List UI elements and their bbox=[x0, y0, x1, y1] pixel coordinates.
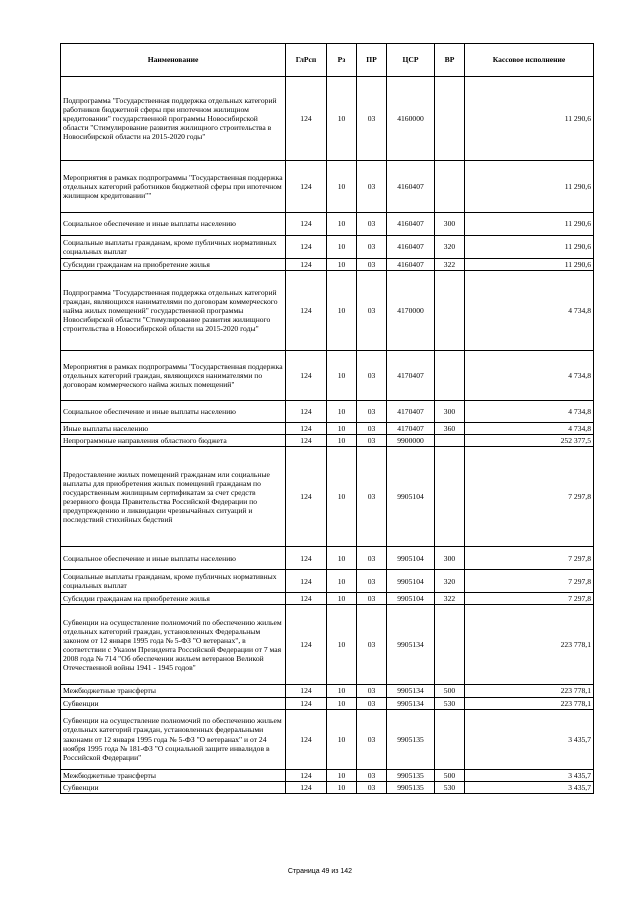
cell-rz: 10 bbox=[327, 685, 357, 697]
cell-amount: 223 778,1 bbox=[465, 605, 594, 685]
cell-csr: 9905134 bbox=[387, 697, 435, 709]
cell-name: Субсидии гражданам на приобретение жилья bbox=[61, 593, 286, 605]
cell-csr: 4160407 bbox=[387, 213, 435, 236]
cell-name: Социальные выплаты гражданам, кроме публичных нормативных социальных выплат bbox=[61, 236, 286, 259]
cell-rz: 10 bbox=[327, 593, 357, 605]
cell-amount: 3 435,7 bbox=[465, 769, 594, 781]
cell-pr: 03 bbox=[357, 781, 387, 793]
cell-csr: 4160407 bbox=[387, 259, 435, 271]
cell-rz: 10 bbox=[327, 77, 357, 161]
cell-amount: 223 778,1 bbox=[465, 697, 594, 709]
header-name: Наименование bbox=[61, 44, 286, 77]
cell-csr: 4170407 bbox=[387, 423, 435, 435]
cell-pr: 03 bbox=[357, 423, 387, 435]
cell-csr: 9905135 bbox=[387, 709, 435, 769]
cell-vr: 322 bbox=[435, 259, 465, 271]
cell-amount: 11 290,6 bbox=[465, 259, 594, 271]
cell-pr: 03 bbox=[357, 709, 387, 769]
cell-glrsp: 124 bbox=[286, 447, 327, 547]
cell-vr: 500 bbox=[435, 769, 465, 781]
cell-name: Социальные выплаты гражданам, кроме публичных нормативных социальных выплат bbox=[61, 570, 286, 593]
cell-pr: 03 bbox=[357, 685, 387, 697]
cell-rz: 10 bbox=[327, 161, 357, 213]
cell-amount: 7 297,8 bbox=[465, 593, 594, 605]
cell-glrsp: 124 bbox=[286, 77, 327, 161]
cell-vr: 360 bbox=[435, 423, 465, 435]
table-row bbox=[61, 435, 594, 447]
cell-vr: 322 bbox=[435, 593, 465, 605]
budget-table bbox=[60, 43, 594, 794]
cell-csr: 9905134 bbox=[387, 685, 435, 697]
cell-amount: 3 435,7 bbox=[465, 709, 594, 769]
cell-pr: 03 bbox=[357, 77, 387, 161]
cell-vr: 300 bbox=[435, 547, 465, 570]
cell-amount: 11 290,6 bbox=[465, 213, 594, 236]
table-row bbox=[61, 447, 594, 547]
cell-glrsp: 124 bbox=[286, 593, 327, 605]
table-row bbox=[61, 401, 594, 423]
table-header-row bbox=[61, 44, 594, 77]
header-glrsp: ГлРсп bbox=[286, 44, 327, 77]
cell-name: Субвенции bbox=[61, 697, 286, 709]
cell-pr: 03 bbox=[357, 259, 387, 271]
cell-glrsp: 124 bbox=[286, 423, 327, 435]
cell-glrsp: 124 bbox=[286, 401, 327, 423]
cell-csr: 9905135 bbox=[387, 769, 435, 781]
cell-pr: 03 bbox=[357, 213, 387, 236]
cell-name: Мероприятия в рамках подпрограммы "Государственная поддержка отдельных категорий работников бюджетной сферы при ипотечном жилищном кредитовании"" bbox=[61, 161, 286, 213]
cell-vr bbox=[435, 77, 465, 161]
cell-vr bbox=[435, 435, 465, 447]
cell-rz: 10 bbox=[327, 271, 357, 351]
cell-vr: 300 bbox=[435, 401, 465, 423]
cell-vr: 530 bbox=[435, 781, 465, 793]
cell-vr bbox=[435, 351, 465, 401]
cell-csr: 9900000 bbox=[387, 435, 435, 447]
table-row bbox=[61, 685, 594, 697]
cell-name: Межбюджетные трансферты bbox=[61, 769, 286, 781]
cell-pr: 03 bbox=[357, 401, 387, 423]
cell-vr: 300 bbox=[435, 213, 465, 236]
cell-pr: 03 bbox=[357, 236, 387, 259]
cell-amount: 7 297,8 bbox=[465, 447, 594, 547]
cell-rz: 10 bbox=[327, 259, 357, 271]
cell-pr: 03 bbox=[357, 593, 387, 605]
table-row bbox=[61, 769, 594, 781]
cell-csr: 4170407 bbox=[387, 401, 435, 423]
cell-rz: 10 bbox=[327, 435, 357, 447]
cell-glrsp: 124 bbox=[286, 605, 327, 685]
cell-vr bbox=[435, 161, 465, 213]
table-row bbox=[61, 570, 594, 593]
cell-amount: 11 290,6 bbox=[465, 161, 594, 213]
cell-name: Иные выплаты населению bbox=[61, 423, 286, 435]
cell-amount: 4 734,8 bbox=[465, 271, 594, 351]
cell-name: Социальное обеспечение и иные выплаты населению bbox=[61, 401, 286, 423]
cell-pr: 03 bbox=[357, 351, 387, 401]
cell-amount: 11 290,6 bbox=[465, 236, 594, 259]
cell-glrsp: 124 bbox=[286, 769, 327, 781]
table-row bbox=[61, 161, 594, 213]
cell-rz: 10 bbox=[327, 447, 357, 547]
header-pr: ПР bbox=[357, 44, 387, 77]
cell-amount: 4 734,8 bbox=[465, 401, 594, 423]
cell-vr bbox=[435, 605, 465, 685]
table-row bbox=[61, 77, 594, 161]
cell-pr: 03 bbox=[357, 697, 387, 709]
cell-name: Подпрограмма "Государственная поддержка отдельных категорий работников бюджетной сферы при ипотечном жилищном кредитовании" государственной программы Новосибирской области "Стимулирование развития жилищного строительства в Новосибирской области на 2015-2020 годы" bbox=[61, 77, 286, 161]
cell-csr: 4170000 bbox=[387, 271, 435, 351]
cell-name: Субвенции bbox=[61, 781, 286, 793]
cell-name: Подпрограмма "Государственная поддержка отдельных категорий граждан, являющихся нанимателями по договорам коммерческого найма жилых помещений" государственной программы Новосибирской области "Стимулирование развития жилищного строительства в Новосибирской области на 2015-2020 годы" bbox=[61, 271, 286, 351]
cell-csr: 9905104 bbox=[387, 570, 435, 593]
cell-glrsp: 124 bbox=[286, 781, 327, 793]
table-body bbox=[61, 77, 594, 794]
cell-pr: 03 bbox=[357, 161, 387, 213]
cell-amount: 3 435,7 bbox=[465, 781, 594, 793]
cell-vr: 500 bbox=[435, 685, 465, 697]
cell-pr: 03 bbox=[357, 769, 387, 781]
table-row bbox=[61, 351, 594, 401]
table-row bbox=[61, 259, 594, 271]
table-row bbox=[61, 593, 594, 605]
cell-glrsp: 124 bbox=[286, 435, 327, 447]
cell-csr: 4160407 bbox=[387, 161, 435, 213]
cell-glrsp: 124 bbox=[286, 259, 327, 271]
cell-name: Субсидии гражданам на приобретение жилья bbox=[61, 259, 286, 271]
cell-pr: 03 bbox=[357, 271, 387, 351]
cell-rz: 10 bbox=[327, 769, 357, 781]
cell-amount: 11 290,6 bbox=[465, 77, 594, 161]
cell-name: Мероприятия в рамках подпрограммы "Государственная поддержка отдельных категорий граждан, являющихся нанимателями по договорам коммерческого найма жилых помещений" bbox=[61, 351, 286, 401]
table-row bbox=[61, 697, 594, 709]
cell-csr: 4160000 bbox=[387, 77, 435, 161]
cell-glrsp: 124 bbox=[286, 213, 327, 236]
cell-pr: 03 bbox=[357, 570, 387, 593]
cell-amount: 4 734,8 bbox=[465, 423, 594, 435]
cell-vr bbox=[435, 447, 465, 547]
cell-rz: 10 bbox=[327, 570, 357, 593]
cell-csr: 9905135 bbox=[387, 781, 435, 793]
header-vr: ВР bbox=[435, 44, 465, 77]
cell-glrsp: 124 bbox=[286, 351, 327, 401]
cell-csr: 9905104 bbox=[387, 447, 435, 547]
cell-csr: 9905104 bbox=[387, 547, 435, 570]
table-row bbox=[61, 236, 594, 259]
cell-amount: 7 297,8 bbox=[465, 570, 594, 593]
cell-pr: 03 bbox=[357, 447, 387, 547]
cell-glrsp: 124 bbox=[286, 161, 327, 213]
cell-vr bbox=[435, 271, 465, 351]
cell-rz: 10 bbox=[327, 697, 357, 709]
header-csr: ЦСР bbox=[387, 44, 435, 77]
table-row bbox=[61, 271, 594, 351]
cell-amount: 4 734,8 bbox=[465, 351, 594, 401]
cell-csr: 4170407 bbox=[387, 351, 435, 401]
cell-glrsp: 124 bbox=[286, 697, 327, 709]
cell-glrsp: 124 bbox=[286, 236, 327, 259]
cell-name: Непрограммные направления областного бюджета bbox=[61, 435, 286, 447]
cell-rz: 10 bbox=[327, 605, 357, 685]
cell-name: Предоставление жилых помещений гражданам или социальные выплаты для приобретения жилых помещений гражданам по государственным жилищным сертификатам за счет средств резервного фонда Правительства Российской Федерации по предупреждению и ликвидации чрезвычайных ситуаций и последствий стихийных бедствий bbox=[61, 447, 286, 547]
table-row bbox=[61, 213, 594, 236]
cell-csr: 9905104 bbox=[387, 593, 435, 605]
cell-vr: 530 bbox=[435, 697, 465, 709]
cell-pr: 03 bbox=[357, 435, 387, 447]
cell-amount: 252 377,5 bbox=[465, 435, 594, 447]
cell-name: Межбюджетные трансферты bbox=[61, 685, 286, 697]
cell-glrsp: 124 bbox=[286, 547, 327, 570]
cell-rz: 10 bbox=[327, 781, 357, 793]
cell-amount: 7 297,8 bbox=[465, 547, 594, 570]
cell-rz: 10 bbox=[327, 236, 357, 259]
cell-pr: 03 bbox=[357, 605, 387, 685]
cell-name: Субвенции на осуществление полномочий по обеспечению жильем отдельных категорий граждан, установленных Федеральным законом от 12 января 1995 года № 5-ФЗ "О ветеранах", в соответствии с Указом Президента Российской Федерации от 7 мая 2008 года № 714 "Об обеспечении жильем ветеранов Великой Отечественной войны 1941 - 1945 годов" bbox=[61, 605, 286, 685]
table-row bbox=[61, 547, 594, 570]
cell-glrsp: 124 bbox=[286, 271, 327, 351]
cell-amount: 223 778,1 bbox=[465, 685, 594, 697]
cell-vr: 320 bbox=[435, 236, 465, 259]
cell-rz: 10 bbox=[327, 213, 357, 236]
cell-vr: 320 bbox=[435, 570, 465, 593]
cell-glrsp: 124 bbox=[286, 685, 327, 697]
cell-pr: 03 bbox=[357, 547, 387, 570]
table-row bbox=[61, 423, 594, 435]
cell-name: Социальное обеспечение и иные выплаты населению bbox=[61, 547, 286, 570]
header-amount: Кассовое исполнение bbox=[465, 44, 594, 77]
cell-rz: 10 bbox=[327, 401, 357, 423]
cell-vr bbox=[435, 709, 465, 769]
table-row bbox=[61, 709, 594, 769]
cell-name: Социальное обеспечение и иные выплаты населению bbox=[61, 213, 286, 236]
cell-rz: 10 bbox=[327, 709, 357, 769]
cell-glrsp: 124 bbox=[286, 709, 327, 769]
header-rz: Рз bbox=[327, 44, 357, 77]
cell-rz: 10 bbox=[327, 423, 357, 435]
cell-name: Субвенции на осуществление полномочий по обеспечению жильем отдельных категорий граждан, установленных федеральными законами от 12 января 1995 года № 5-ФЗ "О ветеранах" и от 24 ноября 1995 года № 181-ФЗ "О социальной защите инвалидов в Российской Федерации" bbox=[61, 709, 286, 769]
cell-csr: 9905134 bbox=[387, 605, 435, 685]
cell-glrsp: 124 bbox=[286, 570, 327, 593]
cell-csr: 4160407 bbox=[387, 236, 435, 259]
cell-rz: 10 bbox=[327, 547, 357, 570]
table-row bbox=[61, 605, 594, 685]
table-row bbox=[61, 781, 594, 793]
page-number: Страница 49 из 142 bbox=[287, 868, 353, 875]
cell-rz: 10 bbox=[327, 351, 357, 401]
